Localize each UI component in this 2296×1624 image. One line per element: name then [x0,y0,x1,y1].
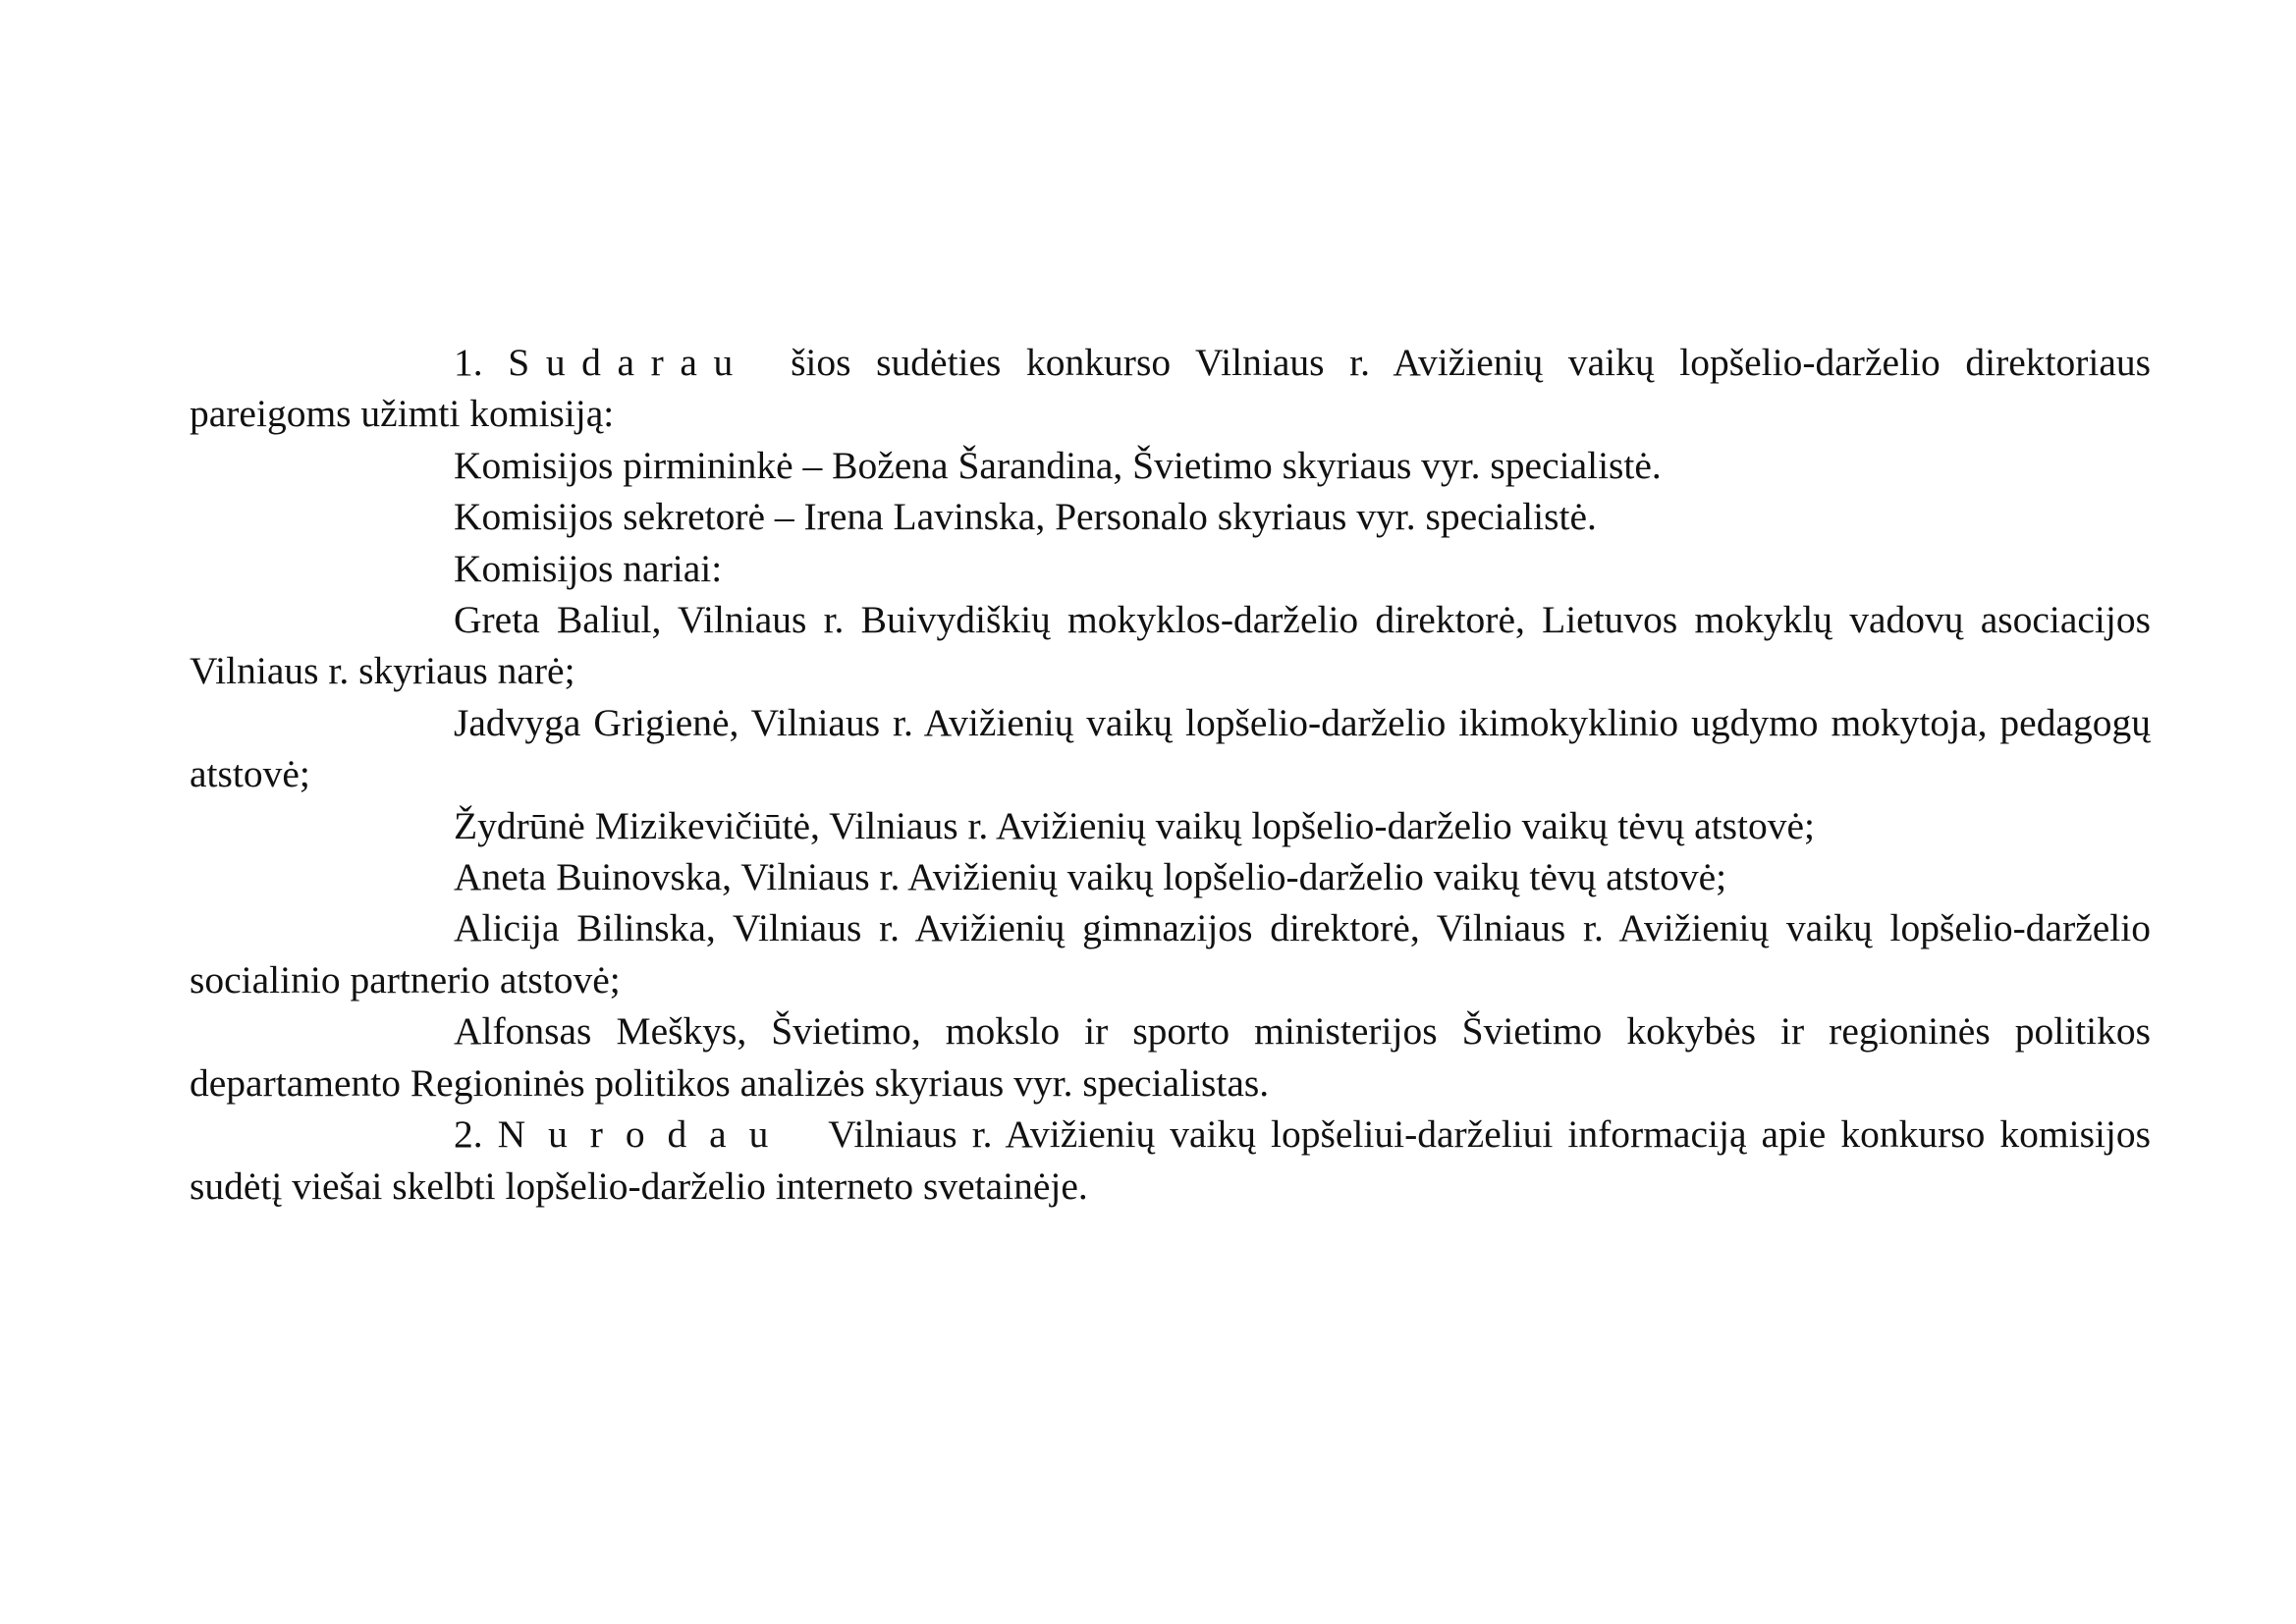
item-1-text: šios sudėties konkurso Vilniaus r. Avižienių vaikų lopšelio-darželio direktoriaus pareigoms užimti komisiją: [190,341,2152,436]
member-alfonsas-meskys: Alfonsas Meškys, Švietimo, mokslo ir sporto ministerijos Švietimo kokybės ir regioninės politikos departamento Regioninės politikos analizės skyriaus vyr. specialistas. [190,1009,2151,1105]
member-alicija-bilinska: Alicija Bilinska, Vilniaus r. Avižienių gimnazijos direktorė, Vilniaus r. Avižienių vaikų lopšelio-darželio socialinio partnerio atstovė; [190,906,2151,1001]
item-1 [190,337,2151,440]
document-body [190,337,2151,1212]
member-greta-baliul: Greta Baliul, Vilniaus r. Buivydiškių mokyklos-darželio direktorė, Lietuvos mokyklų vadovų asociacijos Vilniaus r. skyriaus narė; [190,598,2151,693]
member-aneta-buinovska: Aneta Buinovska, Vilniaus r. Avižienių vaikų lopšelio-darželio vaikų tėvų atstovė; [454,855,1727,899]
item-2 [190,1109,2151,1212]
item-2-text: Vilniaus r. Avižienių vaikų lopšeliui-darželiui informaciją apie konkurso komisijos sudėtį viešai skelbti lopšelio-darželio interneto svetainėje. [190,1112,2152,1208]
commission-members-heading: Komisijos nariai: [454,546,723,590]
member-jadvyga-grigiene: Jadvyga Grigienė, Vilniaus r. Avižienių vaikų lopšelio-darželio ikimokyklinio ugdymo mokytoja, pedagogų atstovė; [190,700,2151,796]
item-2-keyword: Nurodau [497,1112,829,1157]
item-2-number: 2. [454,1112,483,1157]
commission-secretary: Komisijos sekretorė – Irena Lavinska, Personalo skyriaus vyr. specialistė. [454,495,1597,539]
item-1-keyword: Sudarau [508,341,792,384]
commission-chair: Komisijos pirmininkė – Božena Šarandina, Švietimo skyriaus vyr. specialistė. [454,443,1662,487]
member-zydrune-mizikeviciute: Žydrūnė Mizikevičiūtė, Vilniaus r. Avižienių vaikų lopšelio-darželio vaikų tėvų atstovė; [454,803,1816,847]
item-1-number: 1. [454,341,483,384]
